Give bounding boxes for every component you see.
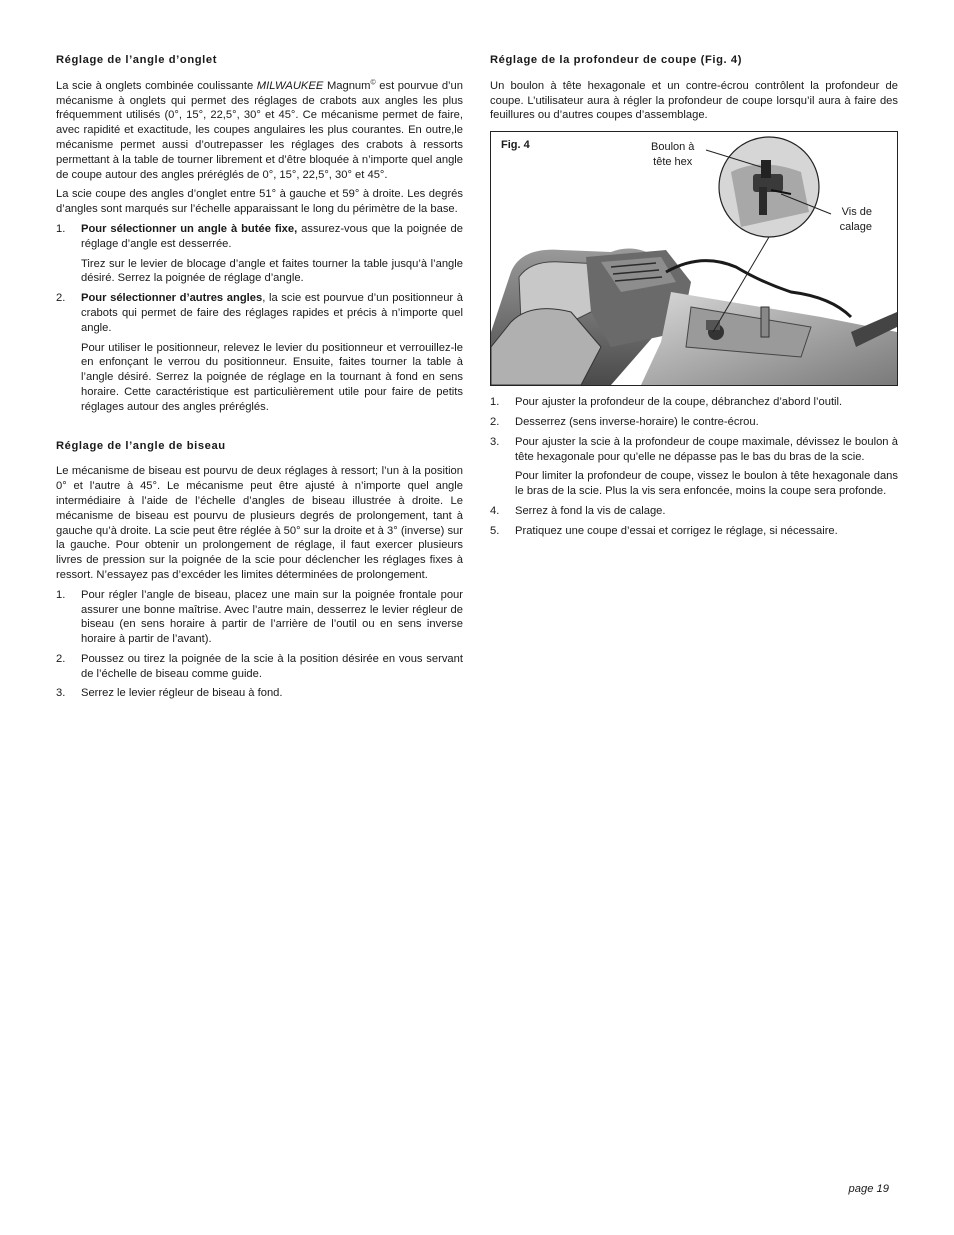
list-number: 2. <box>56 652 66 665</box>
list-item-text: Pratiquez une coupe d’essai et corrigez le réglage, si nécessaire. <box>515 524 838 537</box>
list-item-extra: Pour utiliser le positionneur, relevez le levier du positionneur et verrouillez-le en enfonçant le verrou du positionneur. Ensuite, faites tourner la table à l’angle désiré. Serrez la poignée de réglage en la tournant à fond en sens horaire. Cette caractéristique est particulièrement utile pour faire de petits réglages autour des angles préréglés. <box>81 341 463 413</box>
callout-line: calage <box>839 220 872 233</box>
miter-steps-list <box>56 222 463 415</box>
section-heading-bevel: Réglage de l’angle de biseau <box>56 439 226 452</box>
saw-photo <box>491 132 897 385</box>
list-number: 1. <box>56 222 66 235</box>
list-item-text: Pour ajuster la profondeur de la coupe, débranchez d’abord l’outil. <box>515 396 843 409</box>
list-item-text: Serrez le levier régleur de biseau à fond. <box>81 687 283 700</box>
text-segment: La scie à onglets combinée coulissante <box>56 79 257 92</box>
callout-hex-bolt <box>651 140 694 169</box>
list-number: 2. <box>490 415 500 428</box>
brand-name: MILWAUKEE <box>256 79 324 92</box>
callout-line: tête hex <box>653 155 693 168</box>
list-item <box>56 291 463 414</box>
miter-intro-paragraph <box>56 79 463 183</box>
list-number: 3. <box>56 687 66 700</box>
callout-line: Vis de <box>841 206 872 219</box>
list-number: 2. <box>56 292 66 305</box>
list-number: 1. <box>56 588 66 601</box>
depth-steps-list <box>490 395 898 538</box>
depth-intro-paragraph: Un boulon à tête hexagonale et un contre-écrou contrôlent la profondeur de coupe. L’utilisateur aura à régler la profondeur de coupe lorsqu’il aura à faire des feuillures ou d’autres coupes d’assemblage. <box>490 79 898 122</box>
list-item-text: Desserrez (sens inverse-horaire) le contre-écrou. <box>515 415 759 428</box>
right-column <box>490 53 898 544</box>
page-number: page 19 <box>848 1183 889 1195</box>
list-number: 3. <box>490 435 500 448</box>
text-segment: Magnum <box>323 79 371 92</box>
list-item-text: Serrez à fond la vis de calage. <box>515 504 666 517</box>
text-segment: , la scie est pourvue d’un positionneur à crabots qui permet de faire des réglages rapides et précis à n’importe quel angle. <box>81 292 463 334</box>
left-column <box>56 53 463 706</box>
list-item <box>490 435 898 499</box>
list-item-text <box>81 222 463 252</box>
bold-lead: Pour sélectionner d’autres angles <box>81 292 263 305</box>
figure-4 <box>490 131 898 386</box>
list-item <box>490 395 898 410</box>
list-item <box>56 588 463 647</box>
list-item <box>56 686 463 701</box>
list-item-text: Pour régler l’angle de biseau, placez une main sur la poignée frontale pour assurer une bonne maîtrise. Avec l’autre main, desserrez le levier régleur de biseau (en sens horaire à partir de l’arrière de l’outil ou en sens inverse horaire à partir de l’avant). <box>81 588 463 646</box>
callout-line: Boulon à <box>651 141 695 154</box>
miter-range-paragraph: La scie coupe des angles d’onglet entre 51° à gauche et 59° à droite. Les degrés d’angles sont marqués sur l’échelle apparaissant le long du périmètre de la base. <box>56 188 463 216</box>
bevel-steps-list <box>56 588 463 702</box>
bold-lead: Pour sélectionner un angle à butée fixe, <box>81 222 298 235</box>
list-item <box>56 652 463 682</box>
list-item-text: Pour ajuster la scie à la profondeur de coupe maximale, dévissez le boulon à tête hexagonale pour qu’elle ne dépasse pas le bas du bras de la scie. <box>515 435 898 463</box>
text-segment: est pourvue d’un mécanisme à onglets qui permet des réglages de crabots aux angles les plus fréquemment utilisés (0°, 15°, 22,5°, 30° et 45°. Ce mécanisme permet de faire, avec rapidité et exactitude, les coupes angulaires les plus courantes. En outre,le mécanisme permet aussi d’outrepasser les réglages des crabots à ressorts permettant à la table de tourner librement et d’être bloquée à n’importe quel angle de coupe autour des angles préréglés de 0°, 15°, 22,5°, 30° et 45°. <box>56 79 463 181</box>
list-item-extra: Tirez sur le levier de blocage d’angle et faites tourner la table jusqu’à l’angle désiré. Serrez la poignée de réglage d’angle. <box>81 257 463 285</box>
text-segment: assurez-vous que la poignée de réglage d’angle est desserrée. <box>81 222 463 250</box>
registered-mark: © <box>370 79 376 87</box>
section-heading-depth: Réglage de la profondeur de coupe (Fig. 4) <box>490 54 743 66</box>
list-number: 5. <box>490 524 500 537</box>
list-item <box>490 504 898 519</box>
list-item <box>490 524 898 539</box>
list-number: 4. <box>490 504 500 517</box>
list-number: 1. <box>490 396 500 409</box>
list-item <box>56 222 463 286</box>
list-item-text: Poussez ou tirez la poignée de la scie à la position désirée en vous servant de l’échelle de biseau comme guide. <box>81 652 463 680</box>
list-item <box>490 415 898 430</box>
list-item-extra: Pour limiter la profondeur de coupe, vissez le boulon à tête hexagonale dans le bras de la scie. Plus la vis sera enfoncée, moins la coupe sera profonde. <box>515 470 898 498</box>
figure-label: Fig. 4 <box>501 139 530 152</box>
section-heading-miter: Réglage de l’angle d’onglet <box>56 54 218 66</box>
callout-set-screw <box>840 205 872 234</box>
list-item-text <box>81 291 463 335</box>
bevel-intro-paragraph: Le mécanisme de biseau est pourvu de deux réglages à ressort; l’un à la position 0° et l’autre à 45°. Le mécanisme peut être ajusté à n’importe quel angle intermédiaire à l’aide de l’échelle d’angles de biseau illustrée à droite. Le mécanisme de biseau est pourvu de plusieurs degrés de prolongement, tant à gauche qu’à droite. La scie peut être réglée à 50° sur la droite et à 3° (inverse) sur la gauche. Pour obtenir un prolongement de réglage, il faut exercer plusieurs livres de pression sur la poignée de la scie pour déclencher les réglages fixes à ressort. N’essayez pas d’excéder les limites déterminées de prolongement. <box>56 465 463 581</box>
